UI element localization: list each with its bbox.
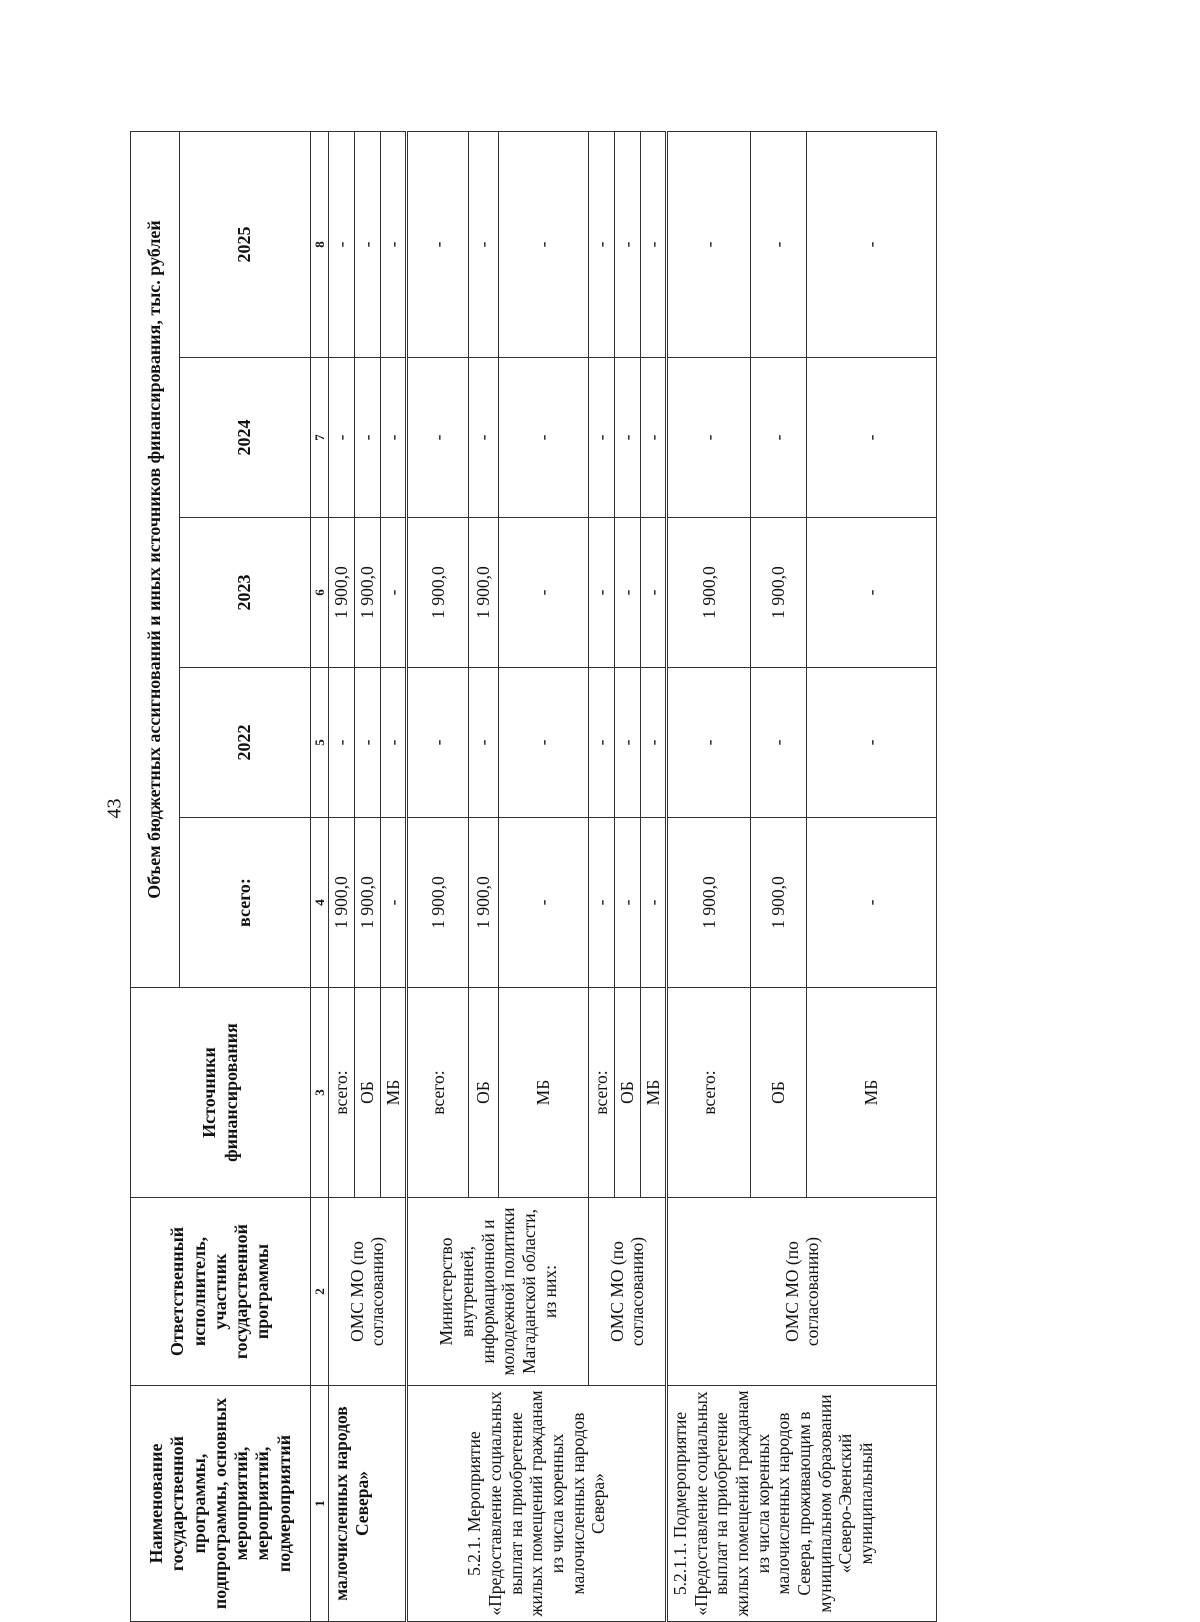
row-2022: -: [614, 668, 640, 818]
row-2022: -: [407, 668, 469, 818]
row-2023: -: [380, 518, 407, 668]
col-number: 5: [311, 668, 329, 818]
row-2024: -: [807, 358, 937, 518]
row-2022: -: [589, 668, 615, 818]
row-total: 1 900,0: [667, 818, 751, 988]
row-executor: ОМС МО (по согласованию): [589, 1198, 667, 1386]
row-2025: -: [469, 131, 499, 357]
row-total: 1 900,0: [469, 818, 499, 988]
row-2022: -: [329, 668, 355, 818]
row-2023: -: [807, 518, 937, 668]
row-2023: 1 900,0: [469, 518, 499, 668]
row-2024: -: [469, 358, 499, 518]
row-2025: -: [614, 131, 640, 357]
row-2022: -: [751, 668, 807, 818]
col-number: 6: [311, 518, 329, 668]
row-2023: -: [589, 518, 615, 668]
row-2025: -: [589, 131, 615, 357]
row-source: всего:: [329, 988, 355, 1198]
col-number: 1: [311, 1386, 329, 1622]
row-2024: -: [751, 358, 807, 518]
table-row: [329, 131, 355, 1621]
row-total: 1 900,0: [329, 818, 355, 988]
row-2023: -: [614, 518, 640, 668]
row-2023: 1 900,0: [407, 518, 469, 668]
column-number-row: [311, 131, 329, 1621]
row-source: ОБ: [469, 988, 499, 1198]
row-2022: -: [640, 668, 667, 818]
row-executor: ОМС МО (по согласованию): [329, 1198, 407, 1386]
row-executor: ОМС МО (по согласованию): [667, 1198, 937, 1386]
row-source: всего:: [407, 988, 469, 1198]
row-name: малочисленных народов Севера»: [329, 1386, 407, 1622]
row-source: всего:: [589, 988, 615, 1198]
header-2025: 2025: [180, 131, 311, 357]
header-row-1: [131, 131, 180, 1621]
funding-table: [130, 131, 937, 1622]
row-2024: -: [354, 358, 380, 518]
row-source: МБ: [807, 988, 937, 1198]
col-number: 7: [311, 358, 329, 518]
row-2024: -: [614, 358, 640, 518]
row-executor: Министерство внутренней, информационной и молодежной политики Магаданской области, из них:: [407, 1198, 589, 1386]
col-number: 8: [311, 131, 329, 357]
row-name: 5.2.1.1. Подмероприятие «Предоставление социальных выплат на приобретение жилых помещений гражданам из числа коренных малочисленных народов Севера, проживающим в муниципальном образовании «Северо-Эвенский муниципальный: [667, 1386, 937, 1622]
row-2025: -: [329, 131, 355, 357]
row-2025: -: [751, 131, 807, 357]
row-2024: -: [499, 358, 589, 518]
col-number: 3: [311, 988, 329, 1198]
row-name: 5.2.1. Мероприятие «Предоставление социальных выплат на приобретение жилых помещений гражданам из числа коренных малочисленных народов Севера»: [407, 1386, 667, 1622]
row-total: -: [640, 818, 667, 988]
row-2024: -: [329, 358, 355, 518]
header-funding-group: Объем бюджетных ассигнований и иных источников финансирования, тыс. рублей: [131, 131, 180, 987]
header-name: Наименование государственной программы, подпрограммы, основных мероприятий, мероприятий, подмероприятий: [131, 1386, 311, 1622]
row-2022: -: [380, 668, 407, 818]
header-total: всего:: [180, 818, 311, 988]
row-2023: 1 900,0: [751, 518, 807, 668]
row-2024: -: [589, 358, 615, 518]
row-2024: -: [640, 358, 667, 518]
header-2024: 2024: [180, 358, 311, 518]
row-2024: -: [667, 358, 751, 518]
row-2022: -: [354, 668, 380, 818]
row-source: всего:: [667, 988, 751, 1198]
row-2025: -: [667, 131, 751, 357]
row-2023: 1 900,0: [667, 518, 751, 668]
rotated-page: [130, 132, 1000, 1622]
header-executor: Ответственный исполнитель, участник государственной программы: [131, 1198, 311, 1386]
row-total: 1 900,0: [354, 818, 380, 988]
row-source: ОБ: [614, 988, 640, 1198]
row-2025: -: [640, 131, 667, 357]
row-total: -: [807, 818, 937, 988]
row-2022: -: [807, 668, 937, 818]
row-2023: 1 900,0: [329, 518, 355, 668]
col-number: 2: [311, 1198, 329, 1386]
row-source: ОБ: [354, 988, 380, 1198]
col-number: 4: [311, 818, 329, 988]
row-total: -: [499, 818, 589, 988]
row-2023: -: [499, 518, 589, 668]
row-2022: -: [667, 668, 751, 818]
row-2024: -: [380, 358, 407, 518]
row-source: МБ: [380, 988, 407, 1198]
header-2022: 2022: [180, 668, 311, 818]
row-2025: -: [807, 131, 937, 357]
row-2025: -: [407, 131, 469, 357]
header-2023: 2023: [180, 518, 311, 668]
row-total: -: [589, 818, 615, 988]
page-number: 43: [103, 798, 126, 819]
row-2022: -: [469, 668, 499, 818]
row-2025: -: [380, 131, 407, 357]
row-source: ОБ: [751, 988, 807, 1198]
row-total: -: [614, 818, 640, 988]
row-total: -: [380, 818, 407, 988]
header-sources: Источники финансирования: [131, 988, 311, 1198]
row-source: МБ: [499, 988, 589, 1198]
row-source: МБ: [640, 988, 667, 1198]
table-row: [667, 131, 751, 1621]
row-2022: -: [499, 668, 589, 818]
row-2024: -: [407, 358, 469, 518]
row-2023: -: [640, 518, 667, 668]
row-2025: -: [499, 131, 589, 357]
table-row: [407, 131, 469, 1621]
row-2023: 1 900,0: [354, 518, 380, 668]
row-total: 1 900,0: [751, 818, 807, 988]
row-total: 1 900,0: [407, 818, 469, 988]
row-2025: -: [354, 131, 380, 357]
